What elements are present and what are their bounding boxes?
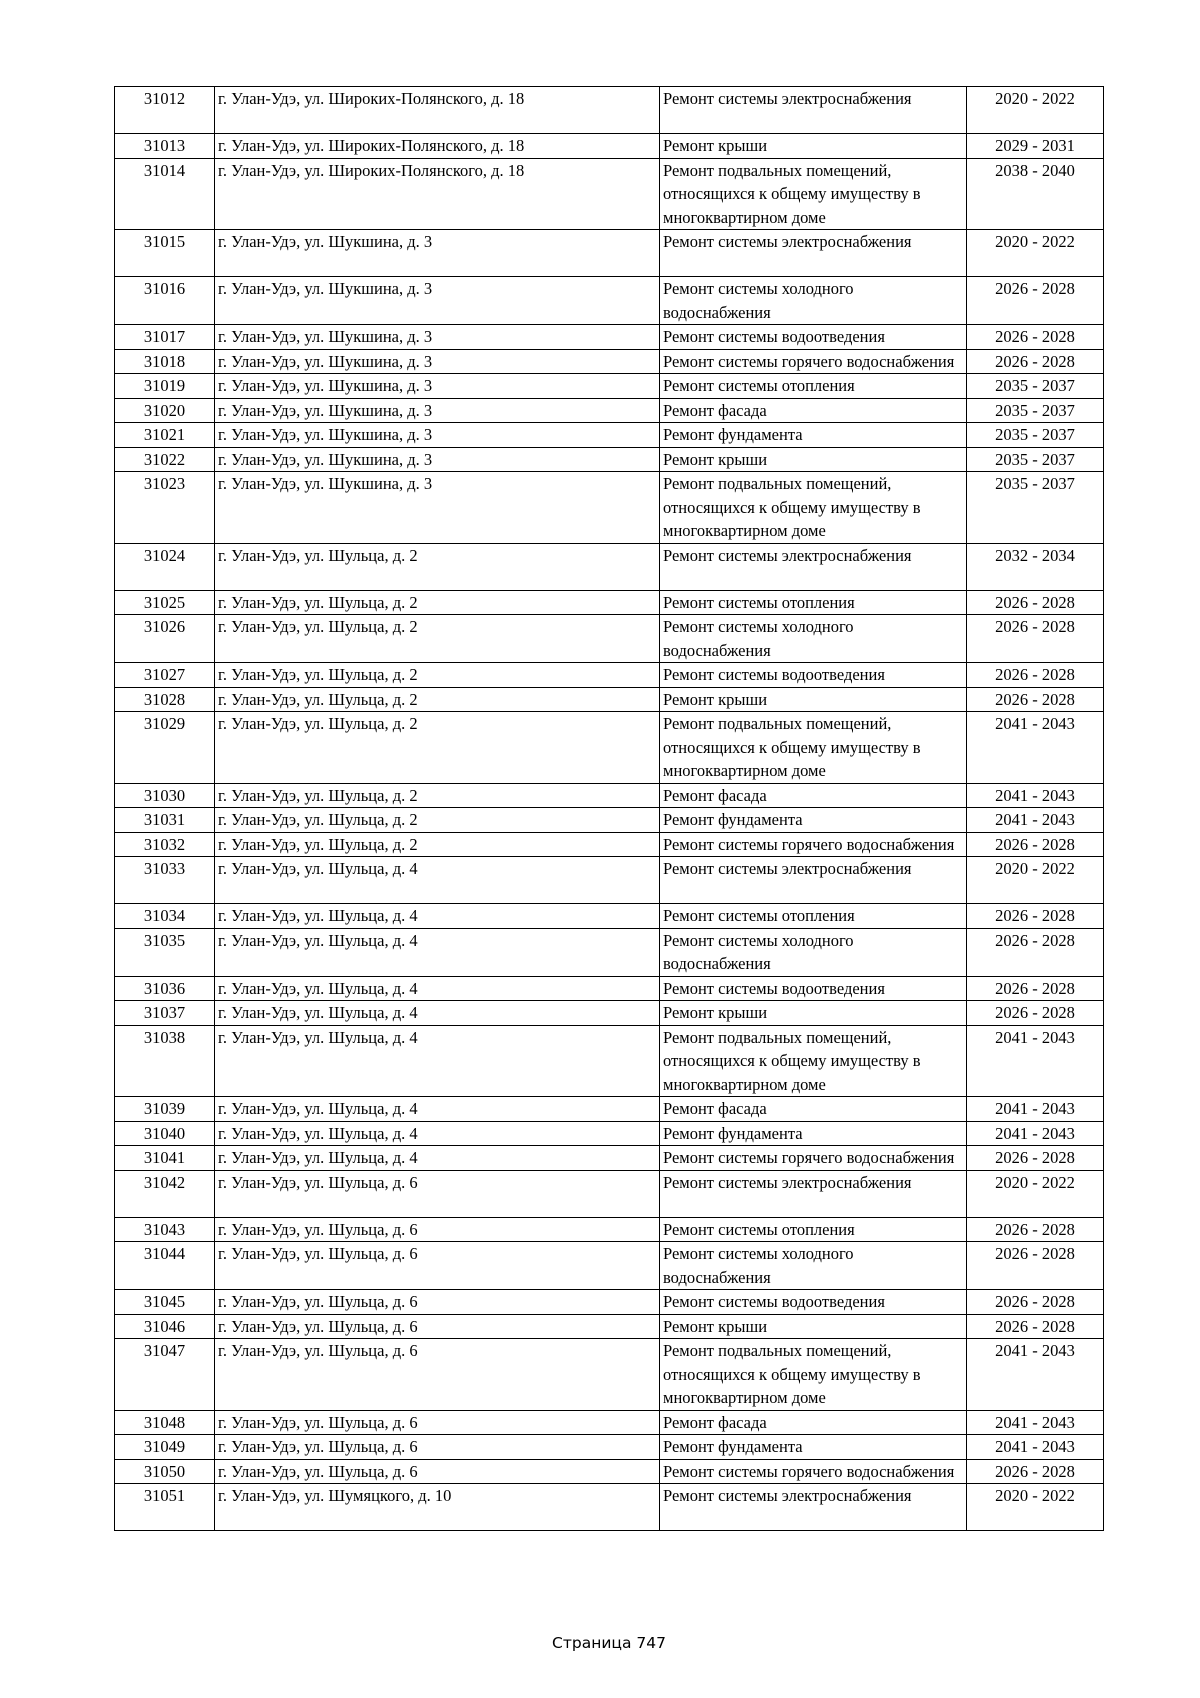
- cell-id: 31031: [115, 808, 215, 833]
- cell-work: Ремонт системы электроснабжения: [660, 857, 967, 904]
- page-number: Страница 747: [552, 1634, 666, 1652]
- cell-address: г. Улан-Удэ, ул. Шульца, д. 4: [215, 1097, 660, 1122]
- cell-period: 2020 - 2022: [967, 87, 1104, 134]
- cell-address: г. Улан-Удэ, ул. Шукшина, д. 3: [215, 447, 660, 472]
- table-row: [115, 1459, 1104, 1484]
- cell-period: 2026 - 2028: [967, 1242, 1104, 1290]
- cell-work: Ремонт подвальных помещений, относящихся к общему имуществу в многоквартирном доме: [660, 1025, 967, 1097]
- cell-period: 2041 - 2043: [967, 1339, 1104, 1411]
- cell-period: 2026 - 2028: [967, 1146, 1104, 1171]
- cell-period: 2041 - 2043: [967, 783, 1104, 808]
- cell-work: Ремонт системы водоотведения: [660, 976, 967, 1001]
- cell-id: 31044: [115, 1242, 215, 1290]
- cell-id: 31034: [115, 904, 215, 929]
- cell-work: Ремонт подвальных помещений, относящихся к общему имуществу в многоквартирном доме: [660, 472, 967, 544]
- cell-work: Ремонт крыши: [660, 134, 967, 159]
- cell-address: г. Улан-Удэ, ул. Шульца, д. 2: [215, 615, 660, 663]
- table-row: [115, 277, 1104, 325]
- cell-id: 31026: [115, 615, 215, 663]
- cell-id: 31048: [115, 1410, 215, 1435]
- cell-period: 2026 - 2028: [967, 1314, 1104, 1339]
- cell-id: 31039: [115, 1097, 215, 1122]
- cell-work: Ремонт системы электроснабжения: [660, 87, 967, 134]
- table-row: [115, 543, 1104, 590]
- table-row: [115, 1025, 1104, 1097]
- cell-address: г. Улан-Удэ, ул. Шульца, д. 2: [215, 712, 660, 784]
- repair-schedule-table: [114, 86, 1104, 1531]
- cell-address: г. Улан-Удэ, ул. Шульца, д. 6: [215, 1217, 660, 1242]
- cell-work: Ремонт системы холодного водоснабжения: [660, 1242, 967, 1290]
- cell-work: Ремонт системы отопления: [660, 1217, 967, 1242]
- cell-address: г. Улан-Удэ, ул. Шульца, д. 6: [215, 1435, 660, 1460]
- cell-address: г. Улан-Удэ, ул. Шукшина, д. 3: [215, 325, 660, 350]
- cell-address: г. Улан-Удэ, ул. Шукшина, д. 3: [215, 230, 660, 277]
- table-row: [115, 832, 1104, 857]
- cell-id: 31041: [115, 1146, 215, 1171]
- cell-period: 2026 - 2028: [967, 325, 1104, 350]
- cell-address: г. Улан-Удэ, ул. Шульца, д. 4: [215, 928, 660, 976]
- table-row: [115, 349, 1104, 374]
- cell-id: 31036: [115, 976, 215, 1001]
- table-row: [115, 712, 1104, 784]
- cell-work: Ремонт системы электроснабжения: [660, 1484, 967, 1531]
- cell-period: 2026 - 2028: [967, 277, 1104, 325]
- cell-work: Ремонт крыши: [660, 687, 967, 712]
- table-row: [115, 1435, 1104, 1460]
- cell-work: Ремонт подвальных помещений, относящихся к общему имуществу в многоквартирном доме: [660, 712, 967, 784]
- cell-id: 31046: [115, 1314, 215, 1339]
- table-row: [115, 1290, 1104, 1315]
- table-row: [115, 1170, 1104, 1217]
- cell-period: 2041 - 2043: [967, 712, 1104, 784]
- cell-period: 2026 - 2028: [967, 928, 1104, 976]
- cell-work: Ремонт фундамента: [660, 808, 967, 833]
- table-row: [115, 615, 1104, 663]
- cell-address: г. Улан-Удэ, ул. Шульца, д. 6: [215, 1290, 660, 1315]
- table-row: [115, 374, 1104, 399]
- cell-work: Ремонт крыши: [660, 1314, 967, 1339]
- cell-period: 2020 - 2022: [967, 230, 1104, 277]
- table-row: [115, 1121, 1104, 1146]
- cell-period: 2026 - 2028: [967, 663, 1104, 688]
- cell-work: Ремонт фундамента: [660, 1121, 967, 1146]
- cell-id: 31014: [115, 158, 215, 230]
- cell-address: г. Улан-Удэ, ул. Шульца, д. 6: [215, 1242, 660, 1290]
- cell-address: г. Улан-Удэ, ул. Шульца, д. 4: [215, 857, 660, 904]
- cell-work: Ремонт подвальных помещений, относящихся к общему имуществу в многоквартирном доме: [660, 1339, 967, 1411]
- cell-work: Ремонт крыши: [660, 1001, 967, 1026]
- cell-id: 31020: [115, 398, 215, 423]
- table-row: [115, 134, 1104, 159]
- cell-period: 2029 - 2031: [967, 134, 1104, 159]
- cell-id: 31024: [115, 543, 215, 590]
- cell-period: 2035 - 2037: [967, 374, 1104, 399]
- cell-address: г. Улан-Удэ, ул. Шульца, д. 2: [215, 590, 660, 615]
- cell-work: Ремонт системы водоотведения: [660, 1290, 967, 1315]
- cell-period: 2026 - 2028: [967, 615, 1104, 663]
- cell-id: 31038: [115, 1025, 215, 1097]
- table-row: [115, 857, 1104, 904]
- cell-address: г. Улан-Удэ, ул. Шульца, д. 4: [215, 976, 660, 1001]
- table-row: [115, 808, 1104, 833]
- cell-work: Ремонт системы горячего водоснабжения: [660, 349, 967, 374]
- cell-period: 2041 - 2043: [967, 1025, 1104, 1097]
- cell-address: г. Улан-Удэ, ул. Шульца, д. 6: [215, 1314, 660, 1339]
- cell-id: 31021: [115, 423, 215, 448]
- table-row: [115, 1217, 1104, 1242]
- cell-address: г. Улан-Удэ, ул. Шукшина, д. 3: [215, 374, 660, 399]
- cell-id: 31049: [115, 1435, 215, 1460]
- cell-address: г. Улан-Удэ, ул. Шульца, д. 6: [215, 1459, 660, 1484]
- cell-address: г. Улан-Удэ, ул. Шульца, д. 2: [215, 663, 660, 688]
- table-row: [115, 1242, 1104, 1290]
- cell-work: Ремонт системы горячего водоснабжения: [660, 832, 967, 857]
- cell-period: 2026 - 2028: [967, 976, 1104, 1001]
- cell-period: 2026 - 2028: [967, 349, 1104, 374]
- cell-address: г. Улан-Удэ, ул. Широких-Полянского, д. 18: [215, 134, 660, 159]
- cell-period: 2041 - 2043: [967, 808, 1104, 833]
- table-row: [115, 590, 1104, 615]
- cell-address: г. Улан-Удэ, ул. Шульца, д. 6: [215, 1410, 660, 1435]
- cell-address: г. Улан-Удэ, ул. Шульца, д. 2: [215, 832, 660, 857]
- table-row: [115, 687, 1104, 712]
- cell-period: 2035 - 2037: [967, 423, 1104, 448]
- cell-id: 31012: [115, 87, 215, 134]
- cell-work: Ремонт системы горячего водоснабжения: [660, 1146, 967, 1171]
- table-row: [115, 472, 1104, 544]
- cell-address: г. Улан-Удэ, ул. Шульца, д. 4: [215, 1146, 660, 1171]
- cell-work: Ремонт крыши: [660, 447, 967, 472]
- cell-period: 2035 - 2037: [967, 472, 1104, 544]
- table-row: [115, 904, 1104, 929]
- cell-work: Ремонт фундамента: [660, 1435, 967, 1460]
- table-row: [115, 1410, 1104, 1435]
- cell-period: 2041 - 2043: [967, 1435, 1104, 1460]
- cell-work: Ремонт системы отопления: [660, 590, 967, 615]
- table-row: [115, 398, 1104, 423]
- table-row: [115, 230, 1104, 277]
- cell-period: 2032 - 2034: [967, 543, 1104, 590]
- cell-id: 31023: [115, 472, 215, 544]
- cell-work: Ремонт системы холодного водоснабжения: [660, 615, 967, 663]
- cell-address: г. Улан-Удэ, ул. Шукшина, д. 3: [215, 277, 660, 325]
- cell-id: 31013: [115, 134, 215, 159]
- cell-id: 31045: [115, 1290, 215, 1315]
- cell-address: г. Улан-Удэ, ул. Шукшина, д. 3: [215, 472, 660, 544]
- table-row: [115, 1146, 1104, 1171]
- cell-id: 31025: [115, 590, 215, 615]
- cell-work: Ремонт системы холодного водоснабжения: [660, 277, 967, 325]
- cell-id: 31027: [115, 663, 215, 688]
- cell-address: г. Улан-Удэ, ул. Шукшина, д. 3: [215, 423, 660, 448]
- cell-work: Ремонт системы водоотведения: [660, 663, 967, 688]
- cell-id: 31030: [115, 783, 215, 808]
- cell-period: 2026 - 2028: [967, 1001, 1104, 1026]
- table-row: [115, 1339, 1104, 1411]
- cell-address: г. Улан-Удэ, ул. Шульца, д. 2: [215, 543, 660, 590]
- table-row: [115, 423, 1104, 448]
- cell-work: Ремонт системы электроснабжения: [660, 230, 967, 277]
- cell-work: Ремонт фундамента: [660, 423, 967, 448]
- cell-address: г. Улан-Удэ, ул. Шукшина, д. 3: [215, 398, 660, 423]
- cell-work: Ремонт системы отопления: [660, 904, 967, 929]
- cell-period: 2026 - 2028: [967, 1459, 1104, 1484]
- cell-work: Ремонт системы холодного водоснабжения: [660, 928, 967, 976]
- cell-id: 31042: [115, 1170, 215, 1217]
- table-row: [115, 663, 1104, 688]
- cell-work: Ремонт системы горячего водоснабжения: [660, 1459, 967, 1484]
- cell-address: г. Улан-Удэ, ул. Широких-Полянского, д. 18: [215, 87, 660, 134]
- cell-id: 31051: [115, 1484, 215, 1531]
- table-row: [115, 87, 1104, 134]
- table-row: [115, 1097, 1104, 1122]
- cell-address: г. Улан-Удэ, ул. Шумяцкого, д. 10: [215, 1484, 660, 1531]
- cell-work: Ремонт подвальных помещений, относящихся к общему имуществу в многоквартирном доме: [660, 158, 967, 230]
- cell-work: Ремонт системы отопления: [660, 374, 967, 399]
- cell-address: г. Улан-Удэ, ул. Шульца, д. 4: [215, 1121, 660, 1146]
- cell-id: 31019: [115, 374, 215, 399]
- cell-period: 2020 - 2022: [967, 1170, 1104, 1217]
- cell-period: 2026 - 2028: [967, 687, 1104, 712]
- cell-period: 2026 - 2028: [967, 1290, 1104, 1315]
- cell-address: г. Улан-Удэ, ул. Шульца, д. 6: [215, 1170, 660, 1217]
- table-row: [115, 1484, 1104, 1531]
- cell-period: 2026 - 2028: [967, 590, 1104, 615]
- table-row: [115, 976, 1104, 1001]
- cell-id: 31016: [115, 277, 215, 325]
- table-row: [115, 447, 1104, 472]
- cell-id: 31017: [115, 325, 215, 350]
- cell-id: 31037: [115, 1001, 215, 1026]
- cell-id: 31043: [115, 1217, 215, 1242]
- cell-address: г. Улан-Удэ, ул. Шульца, д. 4: [215, 1001, 660, 1026]
- cell-id: 31018: [115, 349, 215, 374]
- cell-period: 2041 - 2043: [967, 1097, 1104, 1122]
- cell-period: 2038 - 2040: [967, 158, 1104, 230]
- cell-work: Ремонт системы электроснабжения: [660, 543, 967, 590]
- cell-id: 31050: [115, 1459, 215, 1484]
- cell-period: 2035 - 2037: [967, 447, 1104, 472]
- cell-period: 2020 - 2022: [967, 1484, 1104, 1531]
- cell-period: 2020 - 2022: [967, 857, 1104, 904]
- cell-work: Ремонт системы электроснабжения: [660, 1170, 967, 1217]
- cell-id: 31029: [115, 712, 215, 784]
- cell-work: Ремонт системы водоотведения: [660, 325, 967, 350]
- cell-address: г. Улан-Удэ, ул. Шульца, д. 2: [215, 687, 660, 712]
- cell-period: 2026 - 2028: [967, 904, 1104, 929]
- cell-id: 31040: [115, 1121, 215, 1146]
- cell-id: 31015: [115, 230, 215, 277]
- cell-work: Ремонт фасада: [660, 783, 967, 808]
- cell-address: г. Улан-Удэ, ул. Шульца, д. 6: [215, 1339, 660, 1411]
- cell-period: 2035 - 2037: [967, 398, 1104, 423]
- table-row: [115, 158, 1104, 230]
- cell-id: 31028: [115, 687, 215, 712]
- cell-address: г. Улан-Удэ, ул. Шульца, д. 2: [215, 783, 660, 808]
- cell-id: 31032: [115, 832, 215, 857]
- cell-address: г. Улан-Удэ, ул. Шульца, д. 2: [215, 808, 660, 833]
- table-row: [115, 1001, 1104, 1026]
- cell-period: 2041 - 2043: [967, 1410, 1104, 1435]
- cell-period: 2026 - 2028: [967, 832, 1104, 857]
- table-row: [115, 325, 1104, 350]
- table-row: [115, 928, 1104, 976]
- cell-id: 31047: [115, 1339, 215, 1411]
- cell-address: г. Улан-Удэ, ул. Широких-Полянского, д. 18: [215, 158, 660, 230]
- cell-period: 2041 - 2043: [967, 1121, 1104, 1146]
- cell-work: Ремонт фасада: [660, 1097, 967, 1122]
- table-row: [115, 1314, 1104, 1339]
- cell-address: г. Улан-Удэ, ул. Шульца, д. 4: [215, 904, 660, 929]
- cell-work: Ремонт фасада: [660, 1410, 967, 1435]
- cell-id: 31035: [115, 928, 215, 976]
- cell-address: г. Улан-Удэ, ул. Шукшина, д. 3: [215, 349, 660, 374]
- table-row: [115, 783, 1104, 808]
- cell-period: 2026 - 2028: [967, 1217, 1104, 1242]
- cell-id: 31022: [115, 447, 215, 472]
- cell-work: Ремонт фасада: [660, 398, 967, 423]
- table-body: [115, 87, 1104, 1531]
- cell-id: 31033: [115, 857, 215, 904]
- cell-address: г. Улан-Удэ, ул. Шульца, д. 4: [215, 1025, 660, 1097]
